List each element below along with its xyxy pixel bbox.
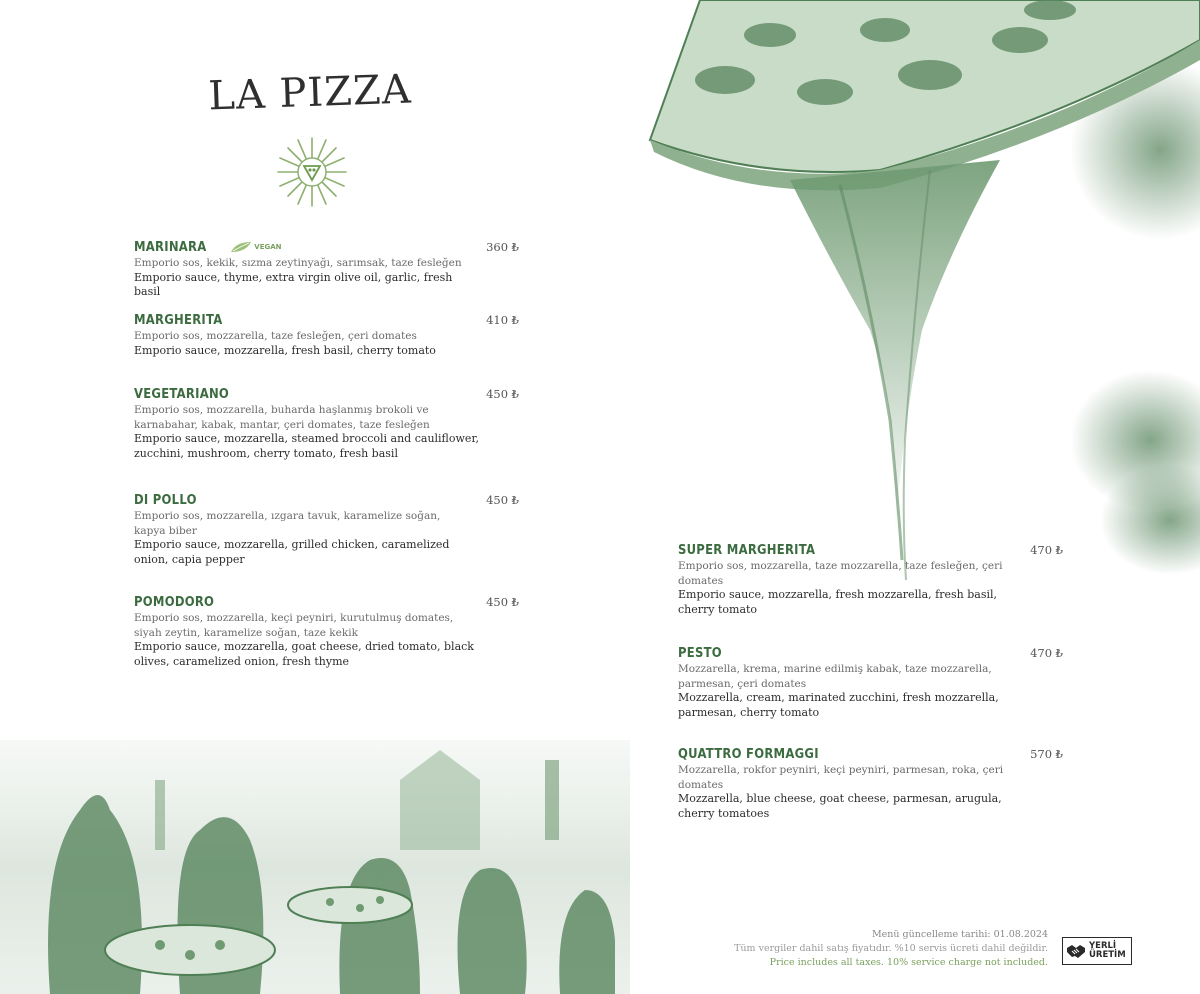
badge-line-1: YERLİ: [1089, 941, 1117, 951]
item-price: 410 ₺: [486, 313, 519, 327]
menu-item-vegetariano: [134, 386, 519, 461]
item-price: 470 ₺: [1030, 543, 1063, 557]
item-description-en: Emporio sauce, mozzarella, steamed broccoli and cauliflower, zucchini, mushroom, cherry tomato, fresh basil: [134, 432, 479, 460]
menu-item-quattro-formaggi: [678, 746, 1063, 821]
item-price: 470 ₺: [1030, 646, 1063, 660]
item-description-en: Mozzarella, blue cheese, goat cheese, parmesan, arugula, cherry tomatoes: [678, 792, 1002, 820]
item-description-tr: Emporio sos, kekik, sızma zeytinyağı, sarımsak, taze fesleğen: [134, 257, 462, 269]
item-description-tr: Mozzarella, krema, marine edilmiş kabak, taze mozzarella, parmesan, çeri domates: [678, 663, 992, 690]
item-price: 360 ₺: [486, 240, 519, 254]
handshake-icon: [1066, 942, 1086, 960]
item-description-tr: Emporio sos, mozzarella, keçi peyniri, kurutulmuş domates, siyah zeytin, karamelize soğan, taze kekik: [134, 612, 454, 639]
tax-note-tr: Tüm vergiler dahil satış fiyatıdır. %10 servis ücreti dahil değildir.: [734, 943, 1048, 954]
item-description-en: Emporio sauce, mozzarella, fresh mozzarella, fresh basil, cherry tomato: [678, 588, 997, 616]
item-description-en: Emporio sauce, thyme, extra virgin olive oil, garlic, fresh basil: [134, 270, 453, 298]
footer-notes: [734, 928, 1048, 970]
item-name: QUATTRO FORMAGGI: [678, 746, 819, 762]
item-description-en: Emporio sauce, mozzarella, fresh basil, cherry tomato: [134, 343, 436, 357]
item-name: SUPER MARGHERITA: [678, 542, 816, 558]
item-name: POMODORO: [134, 594, 215, 610]
menu-item-marinara: [134, 239, 519, 300]
item-price: 450 ₺: [486, 595, 519, 609]
pizza-slice-illustration: [640, 0, 1200, 600]
menu-item-margherita: [134, 312, 519, 358]
item-name: DI POLLO: [134, 492, 197, 508]
item-description-tr: Emporio sos, mozzarella, ızgara tavuk, karamelize soğan, kapya biber: [134, 510, 441, 537]
menu-item-pesto: [678, 645, 1063, 720]
item-description-tr: Emporio sos, mozzarella, taze mozzarella, taze fesleğen, çeri domates: [678, 560, 1003, 587]
item-name: PESTO: [678, 645, 722, 661]
menu-item-super-margherita: [678, 542, 1063, 617]
tax-note-en: Price includes all taxes. 10% service charge not included.: [769, 957, 1048, 968]
item-description-en: Emporio sauce, mozzarella, goat cheese, dried tomato, black olives, caramelized onion, fresh thyme: [134, 640, 474, 668]
update-date: Menü güncelleme tarihi: 01.08.2024: [871, 929, 1048, 940]
medieval-feast-illustration: [0, 740, 630, 994]
badge-line-2: ÜRETİM: [1089, 950, 1126, 960]
item-description-tr: Emporio sos, mozzarella, buharda haşlanmış brokoli ve karnabahar, kabak, mantar, çeri domates, taze fesleğen: [134, 404, 430, 431]
item-description-tr: Mozzarella, rokfor peyniri, keçi peyniri, parmesan, roka, çeri domates: [678, 764, 1004, 791]
item-name: VEGETARIANO: [134, 386, 230, 402]
item-name: MARGHERITA: [134, 312, 223, 328]
vegan-leaf-icon: [230, 241, 252, 253]
menu-emblem-icon: [274, 134, 350, 210]
item-description-en: Mozzarella, cream, marinated zucchini, fresh mozzarella, parmesan, cherry tomato: [678, 691, 999, 719]
item-price: 450 ₺: [486, 387, 519, 401]
item-description-en: Emporio sauce, mozzarella, grilled chicken, caramelized onion, capia pepper: [134, 538, 450, 566]
item-price: 570 ₺: [1030, 747, 1063, 761]
menu-item-pomodoro: [134, 594, 519, 669]
menu-item-di-pollo: [134, 492, 519, 567]
item-price: 450 ₺: [486, 493, 519, 507]
item-name: MARINARA: [134, 239, 207, 255]
page-title: LA PIZZA: [207, 66, 413, 120]
vegan-badge: VEGAN: [230, 241, 281, 253]
yerli-uretim-badge: [1062, 937, 1132, 965]
item-description-tr: Emporio sos, mozzarella, taze fesleğen, çeri domates: [134, 330, 417, 342]
